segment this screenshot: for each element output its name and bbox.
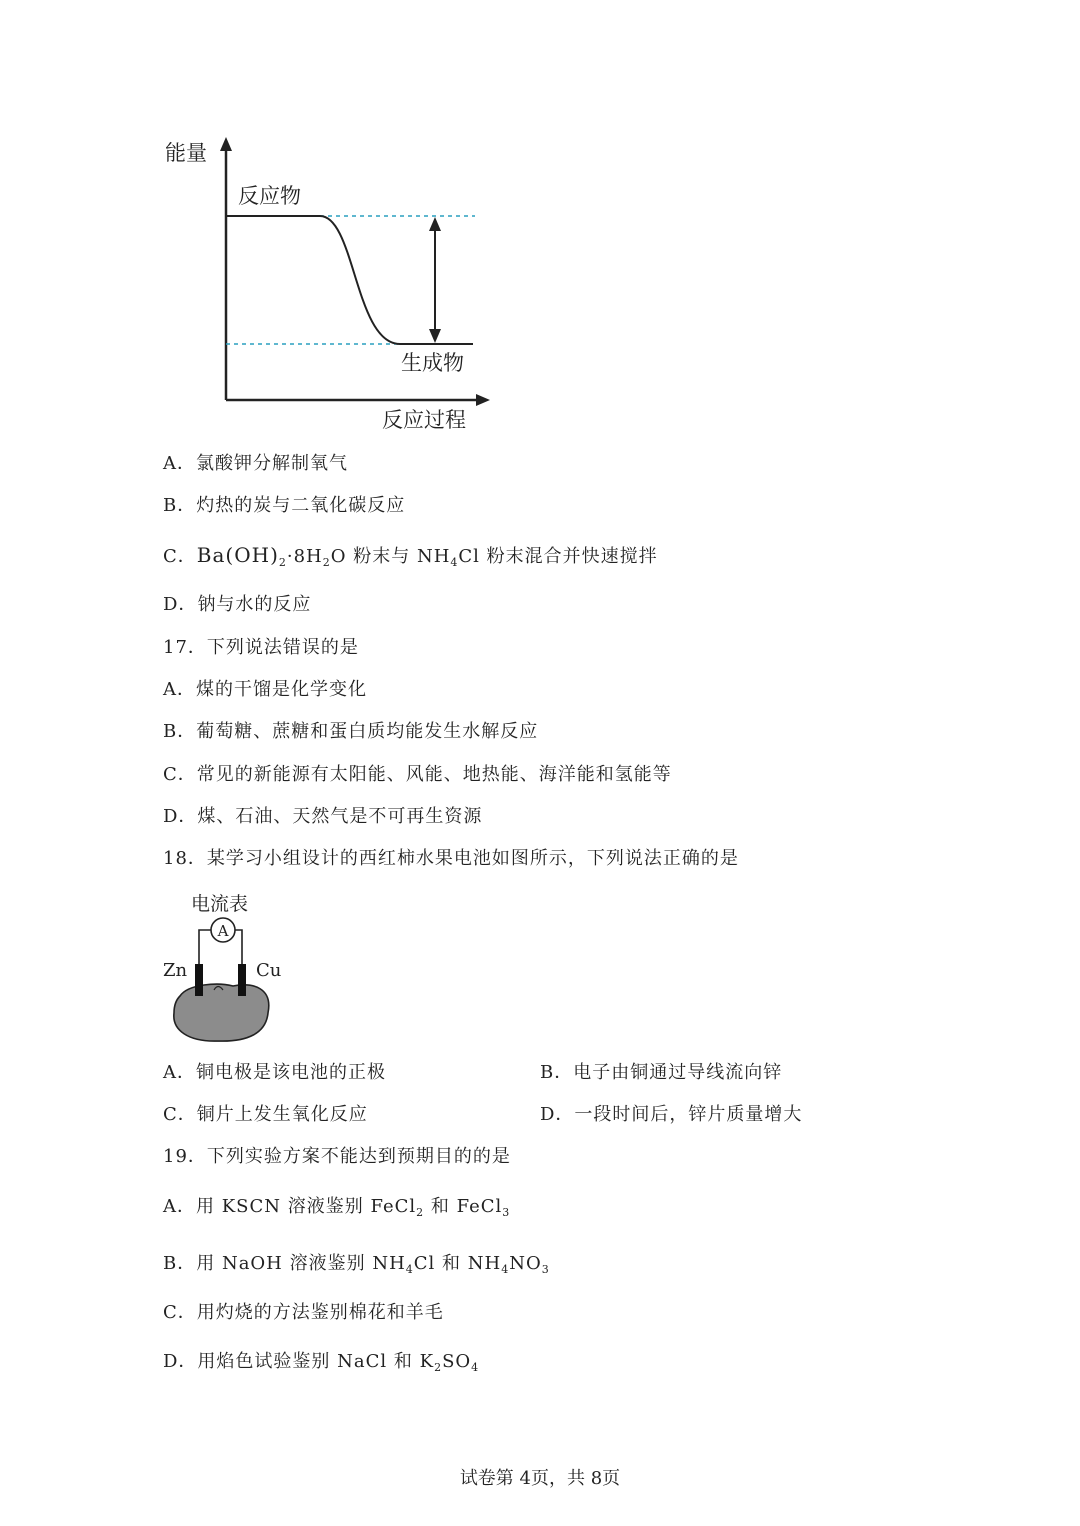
q16-option-a xyxy=(163,452,348,476)
q18-stem: 18．某学习小组设计的西红柿水果电池如图所示，下列说法正确的是 xyxy=(163,848,739,869)
x-axis-label: 反应过程 xyxy=(382,408,466,432)
subscript: 4 xyxy=(471,1361,480,1374)
ammeter-label: 电流表 xyxy=(191,893,249,915)
option-text: Cl 和 NH xyxy=(413,1253,502,1274)
fruit-battery-diagram xyxy=(158,888,298,1053)
reactants-label: 反应物 xyxy=(238,184,301,208)
option-letter: A． xyxy=(163,453,196,474)
option-text: 灼热的炭与二氧化碳反应 xyxy=(196,495,406,516)
formula-oh: OH xyxy=(234,543,271,567)
q16-option-b xyxy=(163,494,405,518)
option-letter: D． xyxy=(163,594,198,615)
subscript: 2 xyxy=(322,556,331,569)
q19-stem: 19．下列实验方案不能达到预期目的的是 xyxy=(163,1146,511,1167)
tomato-shape xyxy=(174,984,269,1041)
subscript: 2 xyxy=(278,556,287,569)
q17-option-d: D．煤、石油、天然气是不可再生资源 xyxy=(163,806,483,827)
q18-option-c: C．铜片上发生氧化反应 xyxy=(163,1104,368,1125)
paren-open: ( xyxy=(225,543,235,567)
cu-electrode xyxy=(238,964,246,996)
q17-option-a: A．煤的干馏是化学变化 xyxy=(163,679,367,700)
q17-option-c: C．常见的新能源有太阳能、风能、地热能、海洋能和氢能等 xyxy=(163,764,672,785)
subscript: 3 xyxy=(541,1263,550,1276)
q19-option-d xyxy=(163,1350,479,1374)
paren-close: ) xyxy=(270,543,279,567)
option-text: Cl 粉末混合并快速搅拌 xyxy=(458,546,658,567)
option-letter: C． xyxy=(163,546,197,567)
q18-option-b: B．电子由铜通过导线流向锌 xyxy=(540,1062,783,1083)
y-axis-label: 能量 xyxy=(165,141,207,165)
subscript: 4 xyxy=(501,1263,510,1276)
subscript: 4 xyxy=(450,556,459,569)
option-text: B．用 NaOH 溶液鉴别 NH xyxy=(163,1253,406,1274)
option-text: NO xyxy=(509,1253,542,1274)
option-text: A．用 KSCN 溶液鉴别 FeCl xyxy=(163,1196,417,1217)
q16-option-c xyxy=(163,543,658,569)
zn-label: Zn xyxy=(163,960,188,981)
formula-nh: NH xyxy=(416,546,451,567)
page-footer: 试卷第 4页，共 8页 xyxy=(459,1468,621,1489)
q18-option-d: D．一段时间后，锌片质量增大 xyxy=(540,1104,803,1125)
arrow-head-down xyxy=(429,329,441,343)
subscript: 4 xyxy=(405,1263,414,1276)
arrow-head-up xyxy=(429,217,441,231)
option-text: O 粉末与 xyxy=(330,546,417,567)
option-text: D．用焰色试验鉴别 NaCl 和 K xyxy=(163,1351,435,1372)
option-text: 氯酸钾分解制氧气 xyxy=(196,453,348,474)
x-axis-arrow xyxy=(476,394,490,406)
subscript: 2 xyxy=(434,1361,443,1374)
energy-diagram xyxy=(150,125,510,440)
option-letter: B． xyxy=(163,495,197,516)
q19-option-b xyxy=(163,1252,550,1276)
q17-option-b: B．葡萄糖、蔗糖和蛋白质均能发生水解反应 xyxy=(163,721,539,742)
ammeter-symbol: A xyxy=(217,922,229,940)
option-text: 钠与水的反应 xyxy=(197,594,312,615)
subscript: 3 xyxy=(502,1206,511,1219)
option-text: SO xyxy=(442,1351,472,1372)
q18-option-a: A．铜电极是该电池的正极 xyxy=(163,1062,386,1083)
cu-label: Cu xyxy=(256,960,282,981)
q19-option-a xyxy=(163,1195,510,1219)
formula-water: ·8H xyxy=(286,546,323,567)
option-text: 和 FeCl xyxy=(424,1196,503,1217)
subscript: 2 xyxy=(416,1206,425,1219)
q17-stem: 17．下列说法错误的是 xyxy=(163,637,359,658)
q16-option-d xyxy=(163,593,311,617)
y-axis-arrow xyxy=(220,137,232,151)
formula-ba: Ba xyxy=(196,543,226,567)
q19-option-c: C．用灼烧的方法鉴别棉花和羊毛 xyxy=(163,1302,444,1323)
zn-electrode xyxy=(195,964,203,996)
products-label: 生成物 xyxy=(401,351,464,375)
